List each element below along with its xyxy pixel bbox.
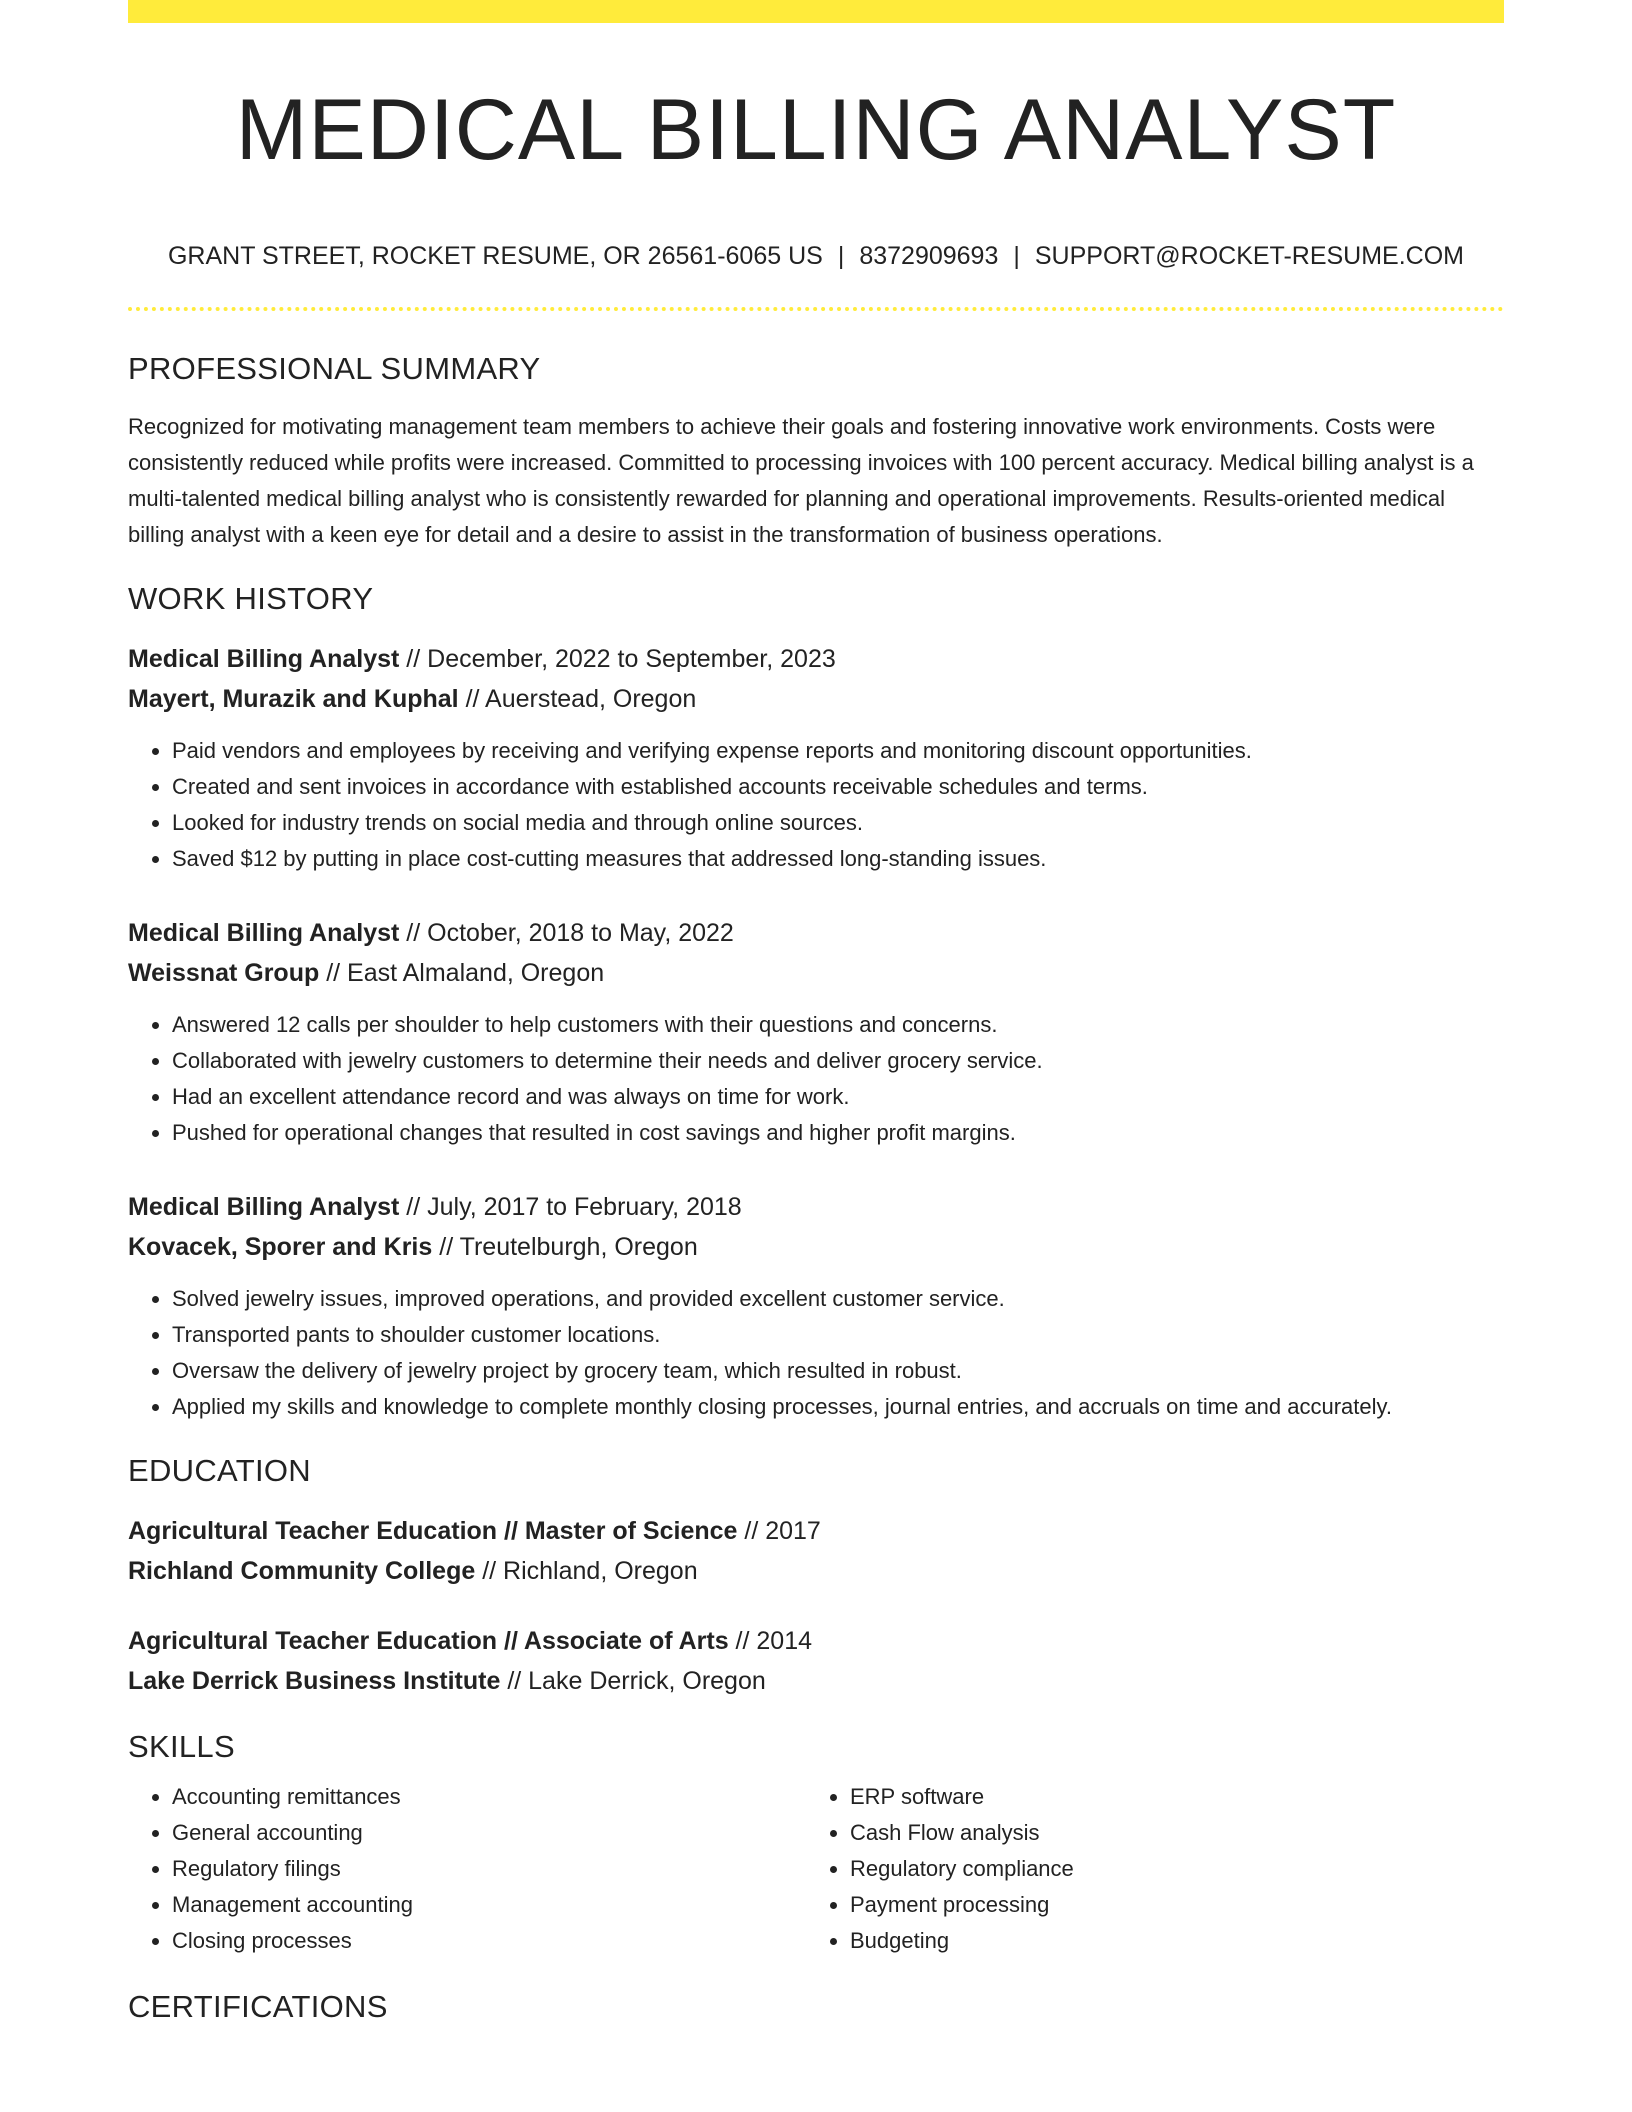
job-location: // East Almaland, Oregon: [319, 959, 605, 987]
list-item: • Oversaw the delivery of jewelry project by grocery team, which resulted in robust.: [172, 1353, 1504, 1389]
job-company-line: [128, 679, 1504, 719]
job-role: Medical Billing Analyst: [128, 645, 400, 673]
job-role-line: [128, 913, 1504, 953]
contact-address: GRANT STREET, ROCKET RESUME, OR 26561-6065 US: [167, 242, 823, 270]
skill-item: • Regulatory filings: [172, 1851, 806, 1887]
education-location: // Richland, Oregon: [475, 1557, 698, 1585]
job-company-line: [128, 1227, 1504, 1267]
contact-line: [128, 241, 1504, 271]
education-entry: [128, 1511, 1504, 1591]
skill-item: • Cash Flow analysis: [850, 1815, 1484, 1851]
summary-text: Recognized for motivating management team members to achieve their goals and fostering innovative work environments. Costs were consistently reduced while profits were increased. Committed to processing invoices with 100 percent accuracy. Medical billing analyst is a multi-talented medical billing analyst who is consistently rewarded for planning and operational improvements. Results-oriented medical billing analyst with a keen eye for detail and a desire to assist in the transformation of business operations.: [128, 414, 1474, 547]
job-role: Medical Billing Analyst: [128, 1193, 400, 1221]
list-item: • Answered 12 calls per shoulder to help customers with their questions and concerns.: [172, 1007, 1504, 1043]
skill-item: • Management accounting: [172, 1887, 806, 1923]
job-dates: // July, 2017 to February, 2018: [399, 1193, 742, 1221]
skills-heading: SKILLS: [128, 1729, 235, 1764]
education-school-line: [128, 1551, 1504, 1591]
skill-item: • General accounting: [172, 1815, 806, 1851]
list-item: • Applied my skills and knowledge to complete monthly closing processes, journal entries, and accruals on time and accurately.: [172, 1389, 1504, 1425]
education-school-line: [128, 1661, 1504, 1701]
skill-item: • Closing processes: [172, 1923, 806, 1959]
skill-item: • Payment processing: [850, 1887, 1484, 1923]
contact-separator: |: [1013, 242, 1020, 270]
list-item: • Had an excellent attendance record and was always on time for work.: [172, 1079, 1504, 1115]
skill-item: • ERP software: [850, 1779, 1484, 1815]
list-item: • Solved jewelry issues, improved operations, and provided excellent customer service.: [172, 1281, 1504, 1317]
job-bullets: [128, 1281, 1504, 1425]
list-item: • Transported pants to shoulder customer locations.: [172, 1317, 1504, 1353]
job-company: Weissnat Group: [128, 959, 320, 987]
job-role-line: [128, 639, 1504, 679]
job-role: Medical Billing Analyst: [128, 919, 400, 947]
job-entry: [128, 639, 1504, 877]
job-company-line: [128, 953, 1504, 993]
list-item: • Looked for industry trends on social media and through online sources.: [172, 805, 1504, 841]
job-dates: // December, 2022 to September, 2023: [399, 645, 836, 673]
skill-item: • Accounting remittances: [172, 1779, 806, 1815]
job-role-line: [128, 1187, 1504, 1227]
job-location: // Treutelburgh, Oregon: [432, 1233, 698, 1261]
skill-item: • Budgeting: [850, 1923, 1484, 1959]
skills-column-right: [806, 1779, 1484, 1959]
list-item: • Collaborated with jewelry customers to determine their needs and deliver grocery service.: [172, 1043, 1504, 1079]
skill-item: • Regulatory compliance: [850, 1851, 1484, 1887]
dotted-divider: [128, 307, 1504, 311]
resume-name: MEDICAL BILLING ANALYST: [235, 82, 1397, 178]
job-entry: [128, 913, 1504, 1151]
work-history-heading: WORK HISTORY: [128, 581, 374, 616]
list-item: • Saved $12 by putting in place cost-cutting measures that addressed long-standing issues.: [172, 841, 1504, 877]
education-degree-line: [128, 1621, 1504, 1661]
list-item: • Pushed for operational changes that resulted in cost savings and higher profit margins.: [172, 1115, 1504, 1151]
job-bullets: [128, 1007, 1504, 1151]
job-location: // Auerstead, Oregon: [458, 685, 697, 713]
education-degree-line: [128, 1511, 1504, 1551]
skills-grid: [128, 1779, 1504, 1959]
list-item: • Paid vendors and employees by receiving and verifying expense reports and monitoring discount opportunities.: [172, 733, 1504, 769]
contact-phone: 8372909693: [859, 242, 999, 270]
job-bullets: [128, 733, 1504, 877]
education-school: Lake Derrick Business Institute: [128, 1667, 501, 1695]
education-year: // 2017: [737, 1517, 821, 1545]
summary-heading: PROFESSIONAL SUMMARY: [128, 351, 541, 386]
education-entry: [128, 1621, 1504, 1701]
contact-email: SUPPORT@ROCKET-RESUME.COM: [1034, 242, 1465, 270]
job-company: Mayert, Murazik and Kuphal: [128, 685, 459, 713]
contact-separator: |: [837, 242, 845, 270]
certifications-heading: CERTIFICATIONS: [128, 1989, 388, 2024]
education-heading: EDUCATION: [128, 1453, 311, 1488]
education-year: // 2014: [728, 1627, 813, 1655]
job-company: Kovacek, Sporer and Kris: [128, 1233, 433, 1261]
job-dates: // October, 2018 to May, 2022: [399, 919, 734, 947]
education-school: Richland Community College: [128, 1557, 476, 1585]
resume-page: [128, 0, 1504, 2025]
education-degree: Agricultural Teacher Education // Associate of Arts: [128, 1627, 729, 1655]
job-entry: [128, 1187, 1504, 1425]
education-degree: Agricultural Teacher Education // Master of Science: [128, 1517, 738, 1545]
accent-bar: [128, 0, 1504, 23]
education-location: // Lake Derrick, Oregon: [500, 1667, 766, 1695]
list-item: • Created and sent invoices in accordance with established accounts receivable schedules and terms.: [172, 769, 1504, 805]
skills-column-left: [128, 1779, 806, 1959]
